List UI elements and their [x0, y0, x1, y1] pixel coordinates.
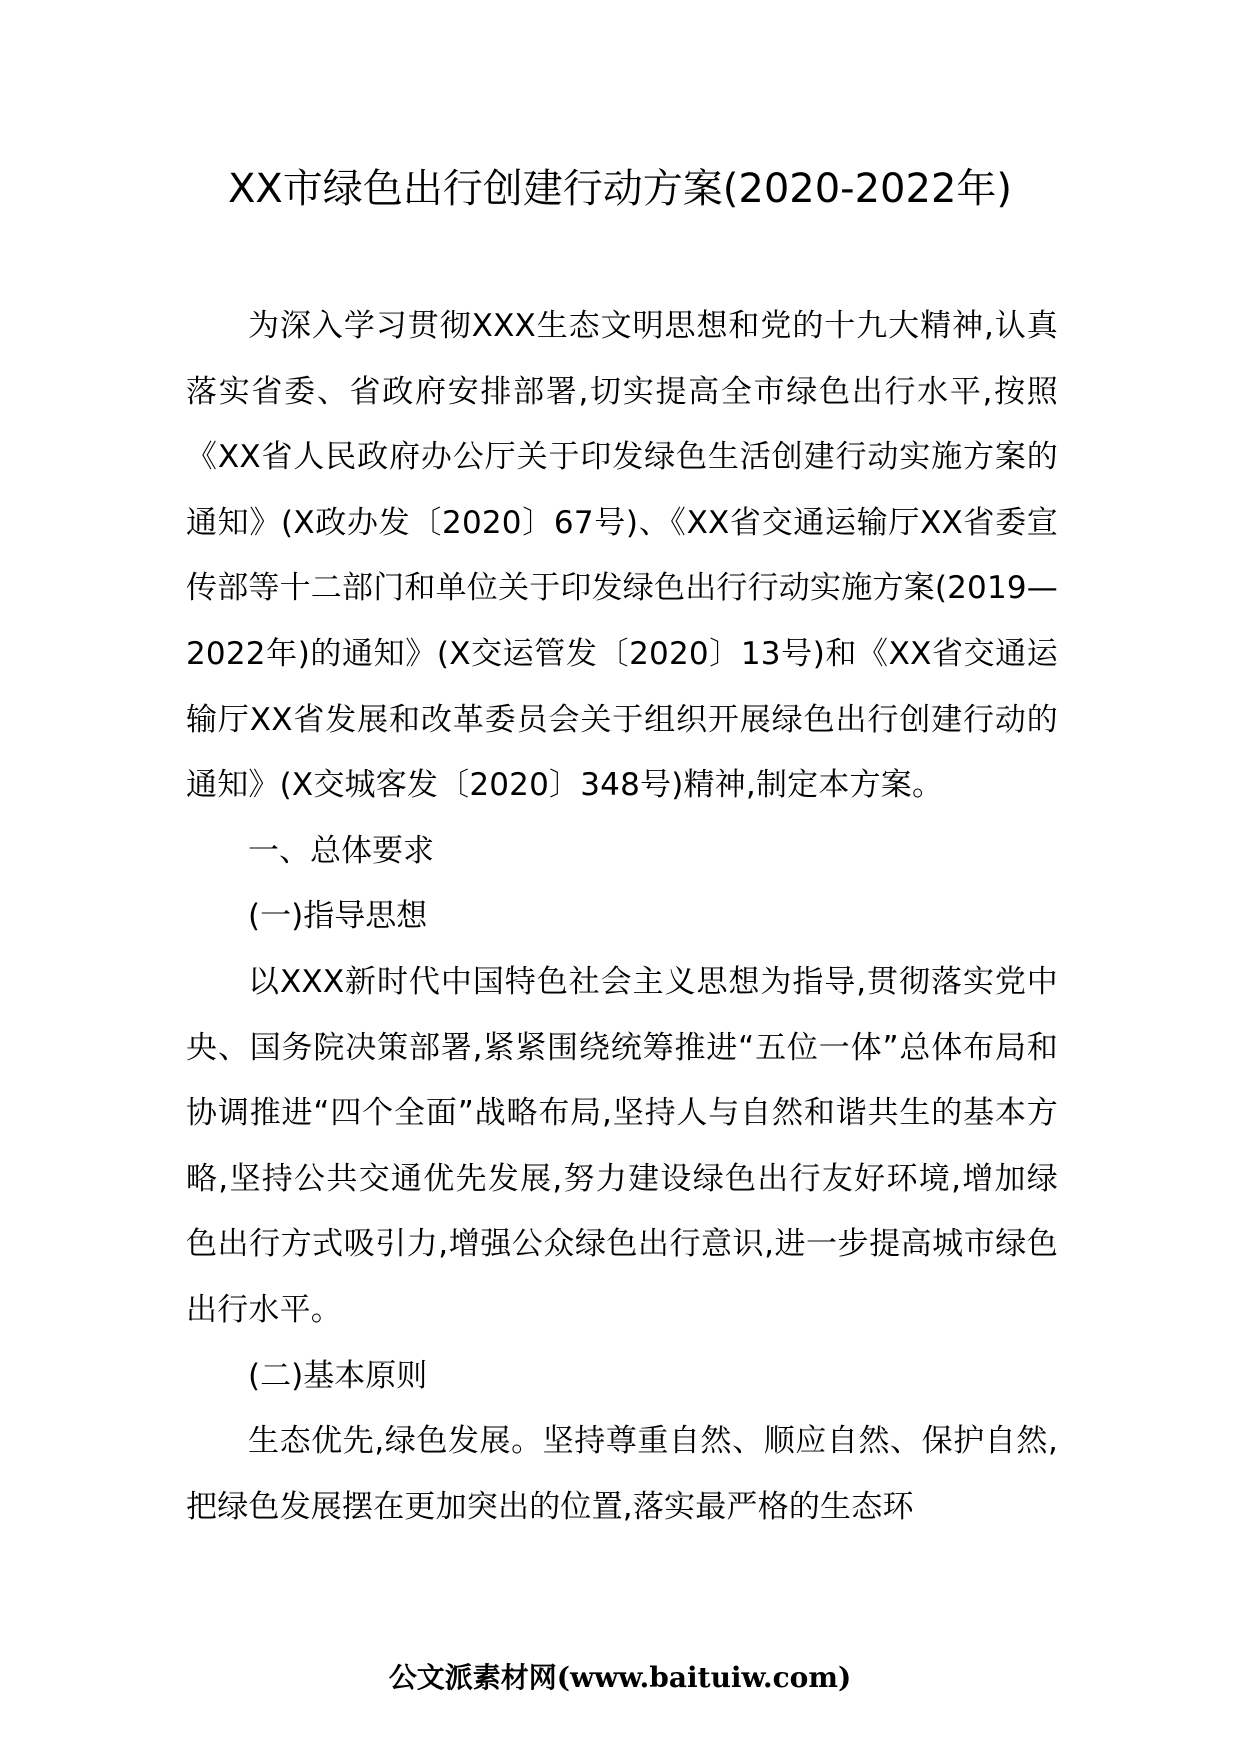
- document-title: XX市绿色出行创建行动方案(2020-2022年): [227, 166, 1013, 212]
- footer-watermark: 公文派素材网(www.baituiw.com): [388, 1661, 852, 1694]
- guiding-ideology-paragraph: 以XXX新时代中国特色社会主义思想为指导,贯彻落实党中央、国务院决策部署,紧紧围绕统筹推进“五位一体”总体布局和协调推进“四个全面”战略布局,坚持人与自然和谐共生的基本方略,坚持公共交通优先发展,努力建设绿色出行友好环境,增加绿色出行方式吸引力,增强公众绿色出行意识,进一步提高城市绿色出行水平。: [186, 963, 1058, 1328]
- subsection-heading-basic-principles: (二)基本原则: [248, 1357, 428, 1394]
- subsection-heading-guiding-ideology: (一)指导思想: [248, 898, 428, 935]
- section-heading-general-requirements: 一、总体要求: [248, 832, 434, 869]
- intro-paragraph: 为深入学习贯彻XXX生态文明思想和党的十九大精神,认真落实省委、省政府安排部署,切实提高全市绿色出行水平,按照《XX省人民政府办公厅关于印发绿色生活创建行动实施方案的通知》(X政办发〔2020〕67号)、《XX省交通运输厅XX省委宣传部等十二部门和单位关于印发绿色出行行动实施方案(2019—2022年)的通知》(X交运管发〔2020〕13号)和《XX省交通运输厅XX省发展和改革委员会关于组织开展绿色出行创建行动的通知》(X交城客发〔2020〕348号)精神,制定本方案。: [186, 308, 1058, 804]
- basic-principles-paragraph: 生态优先,绿色发展。坚持尊重自然、顺应自然、保护自然,把绿色发展摆在更加突出的位置,落实最严格的生态环: [186, 1423, 1058, 1525]
- document-body: [186, 294, 1058, 1540]
